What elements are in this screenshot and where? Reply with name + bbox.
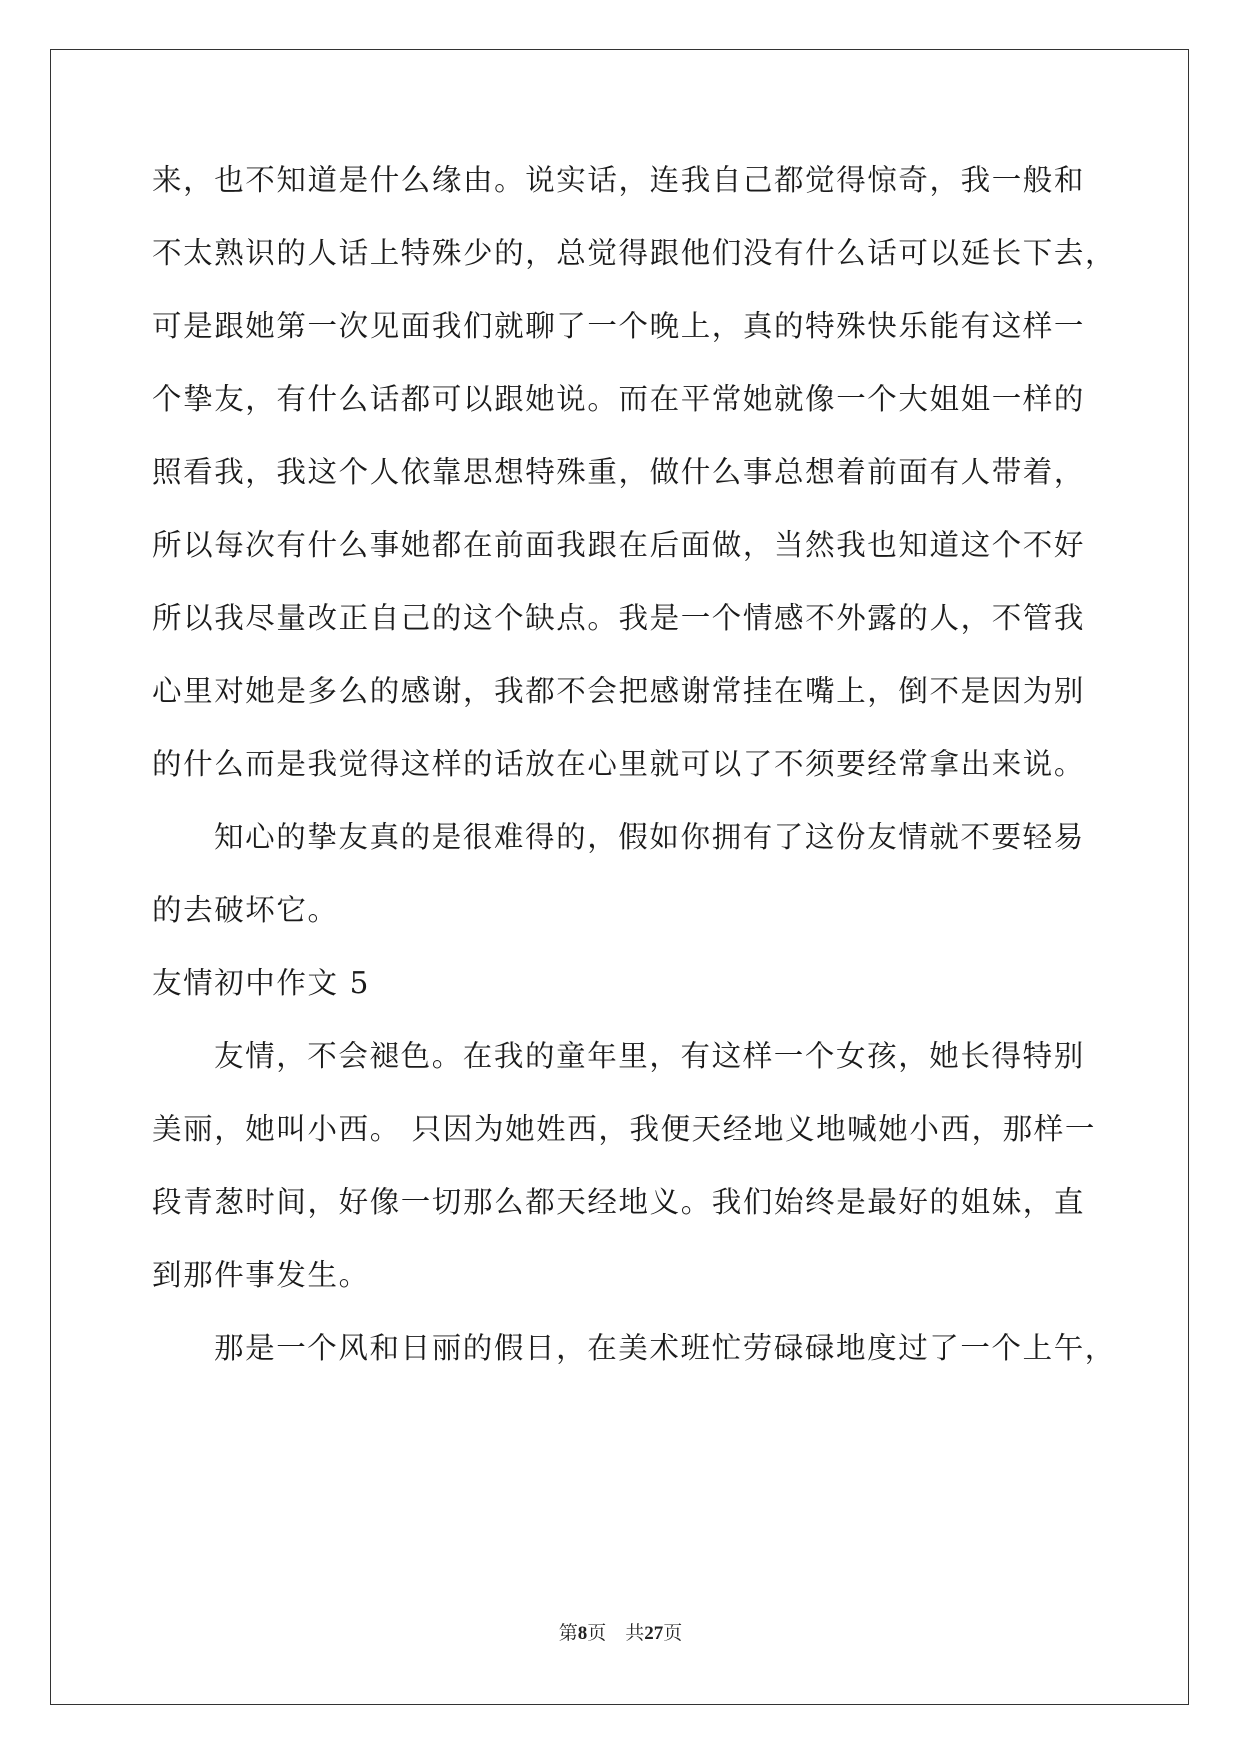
page-border — [50, 49, 1189, 1705]
page-footer — [0, 1618, 1241, 1645]
paragraph-line: 心里对她是多么的感谢，我都不会把感谢常挂在嘴上，倒不是因为别 — [152, 674, 1086, 708]
paragraph-line: 美丽，她叫小西。 只因为她姓西，我便天经地义地喊她小西，那样一 — [152, 1112, 1096, 1146]
total-suffix: 页 — [663, 1623, 683, 1644]
paragraph-line: 所以我尽量改正自己的这个缺点。我是一个情感不外露的人，不管我 — [152, 601, 1086, 635]
page-number: 8 — [577, 1623, 588, 1644]
paragraph-line: 段青葱时间，好像一切那么都天经地义。我们始终是最好的姐妹，直 — [152, 1185, 1086, 1219]
page-prefix: 第 — [558, 1623, 578, 1644]
paragraph-line: 到那件事发生。 — [152, 1258, 370, 1292]
paragraph-line: 知心的挚友真的是很难得的，假如你拥有了这份友情就不要轻易 — [214, 820, 1085, 854]
paragraph-line: 所以每次有什么事她都在前面我跟在后面做，当然我也知道这个不好 — [152, 528, 1086, 562]
paragraph-line: 那是一个风和日丽的假日，在美术班忙劳碌碌地度过了一个上午， — [214, 1331, 1116, 1365]
total-prefix: 共 — [625, 1623, 645, 1644]
paragraph-line: 友情，不会褪色。在我的童年里，有这样一个女孩，她长得特别 — [214, 1039, 1085, 1073]
paragraph-line: 的什么而是我觉得这样的话放在心里就可以了不须要经常拿出来说。 — [152, 747, 1086, 781]
section-heading: 友情初中作文 5 — [152, 966, 370, 1000]
paragraph-line: 的去破坏它。 — [152, 893, 339, 927]
paragraph-line: 个挚友，有什么话都可以跟她说。而在平常她就像一个大姐姐一样的 — [152, 382, 1086, 416]
paragraph-line: 可是跟她第一次见面我们就聊了一个晚上，真的特殊快乐能有这样一 — [152, 309, 1086, 343]
total-pages: 27 — [644, 1623, 664, 1644]
paragraph-line: 来，也不知道是什么缘由。说实话，连我自己都觉得惊奇，我一般和 — [152, 163, 1086, 197]
page-suffix: 页 — [587, 1623, 607, 1644]
paragraph-line: 照看我，我这个人依靠思想特殊重，做什么事总想着前面有人带着， — [152, 455, 1086, 489]
paragraph-line: 不太熟识的人话上特殊少的，总觉得跟他们没有什么话可以延长下去， — [152, 236, 1117, 270]
